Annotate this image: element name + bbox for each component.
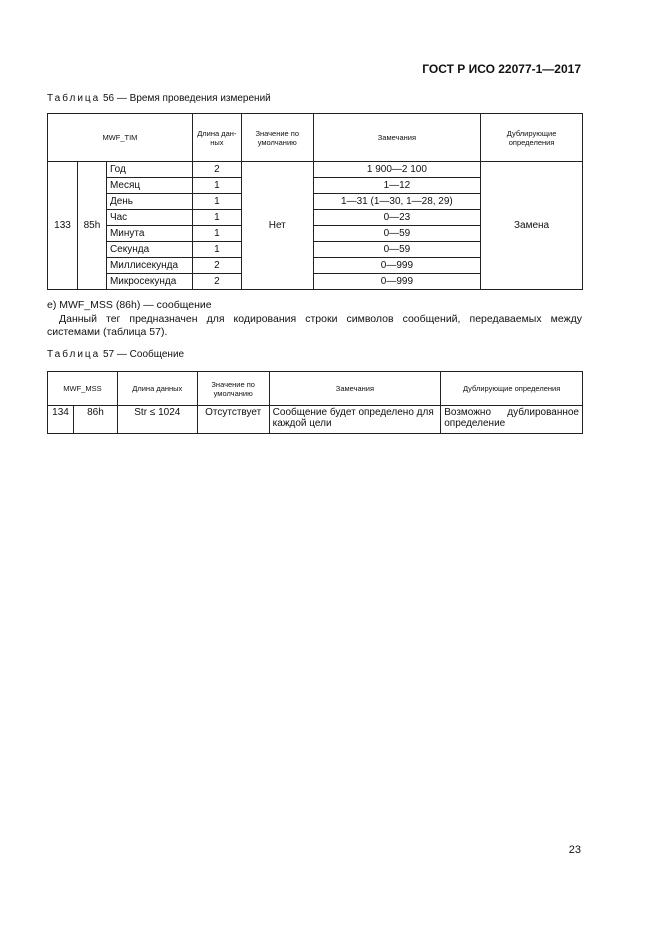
- table56-field: Месяц: [106, 178, 192, 194]
- table56-remark: 0—59: [313, 242, 480, 258]
- table56-field: Год: [106, 162, 192, 178]
- table57-caption-prefix: Таблица: [47, 349, 101, 360]
- table56-length: 2: [192, 258, 241, 274]
- table57-header-default: Значение по умолчанию: [197, 372, 269, 406]
- table56-field: Секунда: [106, 242, 192, 258]
- table57: [47, 371, 583, 434]
- table56-field: Час: [106, 210, 192, 226]
- table56-default: Нет: [241, 162, 313, 290]
- table57-duplicate-line2: определение: [444, 418, 506, 429]
- table57-tag: 86h: [73, 406, 117, 434]
- table57-length: Str ≤ 1024: [117, 406, 197, 434]
- table56-field: Минута: [106, 226, 192, 242]
- table56: [47, 113, 583, 290]
- table57-remark-line2: каждой цели: [272, 418, 332, 429]
- table57-duplicate-line1: Возможно дублированное: [444, 407, 579, 418]
- table56-length: 1: [192, 178, 241, 194]
- table56-length: 2: [192, 274, 241, 290]
- table57-header-length: Длина данных: [117, 372, 197, 406]
- table56-remark: 1 900—2 100: [313, 162, 480, 178]
- table57-duplicate: [441, 406, 583, 434]
- table56-length: 2: [192, 162, 241, 178]
- page-number: 23: [568, 844, 581, 856]
- table-row: [48, 162, 583, 178]
- table56-remark: 0—999: [313, 258, 480, 274]
- table56-tag: 85h: [77, 162, 106, 290]
- table56-remark: 1—31 (1—30, 1—28, 29): [313, 194, 480, 210]
- table-row: [48, 406, 583, 434]
- table56-header-default: Значение по умолчанию: [241, 114, 313, 162]
- table56-length: 1: [192, 210, 241, 226]
- table56-length: 1: [192, 194, 241, 210]
- table56-remark: 1—12: [313, 178, 480, 194]
- table56-header-remarks: Замечания: [313, 114, 480, 162]
- table56-caption: [47, 93, 271, 104]
- table56-field: Миллисекунда: [106, 258, 192, 274]
- table56-duplicate: Замена: [481, 162, 583, 290]
- table56-id: 133: [48, 162, 78, 290]
- table57-caption: [47, 349, 184, 360]
- table57-header-remarks: Замечания: [269, 372, 441, 406]
- table56-header-name: MWF_TIM: [48, 114, 193, 162]
- table57-header-duplicate: Дублирующие определения: [441, 372, 583, 406]
- table57-header-name: MWF_MSS: [48, 372, 118, 406]
- table56-remark: 0—59: [313, 226, 480, 242]
- table56-caption-text: 56 — Время проведения измерений: [100, 93, 271, 104]
- table56-caption-prefix: Таблица: [47, 93, 101, 104]
- table56-remark: 0—999: [313, 274, 480, 290]
- table56-length: 1: [192, 242, 241, 258]
- document-header: ГОСТ Р ИСО 22077-1—2017: [422, 62, 581, 76]
- section-e-title: е) MWF_MSS (86h) — сообщение: [47, 299, 212, 311]
- table56-remark: 0—23: [313, 210, 480, 226]
- table56-field: День: [106, 194, 192, 210]
- table56-header-duplicate: Дублирующие определения: [481, 114, 583, 162]
- table56-field: Микросекунда: [106, 274, 192, 290]
- table57-remark: [269, 406, 441, 434]
- table57-remark-line1: Сообщение будет определено для: [272, 407, 434, 418]
- table57-default: Отсутствует: [197, 406, 269, 434]
- table56-header-length: Длина дан-ных: [192, 114, 241, 162]
- table57-caption-text: 57 — Сообщение: [100, 349, 185, 360]
- table57-id: 134: [48, 406, 74, 434]
- table56-length: 1: [192, 226, 241, 242]
- section-e-text: Данный тег предназначен для кодирования строки символов сообщений, передаваемых между системами (таблица 57).: [47, 313, 582, 338]
